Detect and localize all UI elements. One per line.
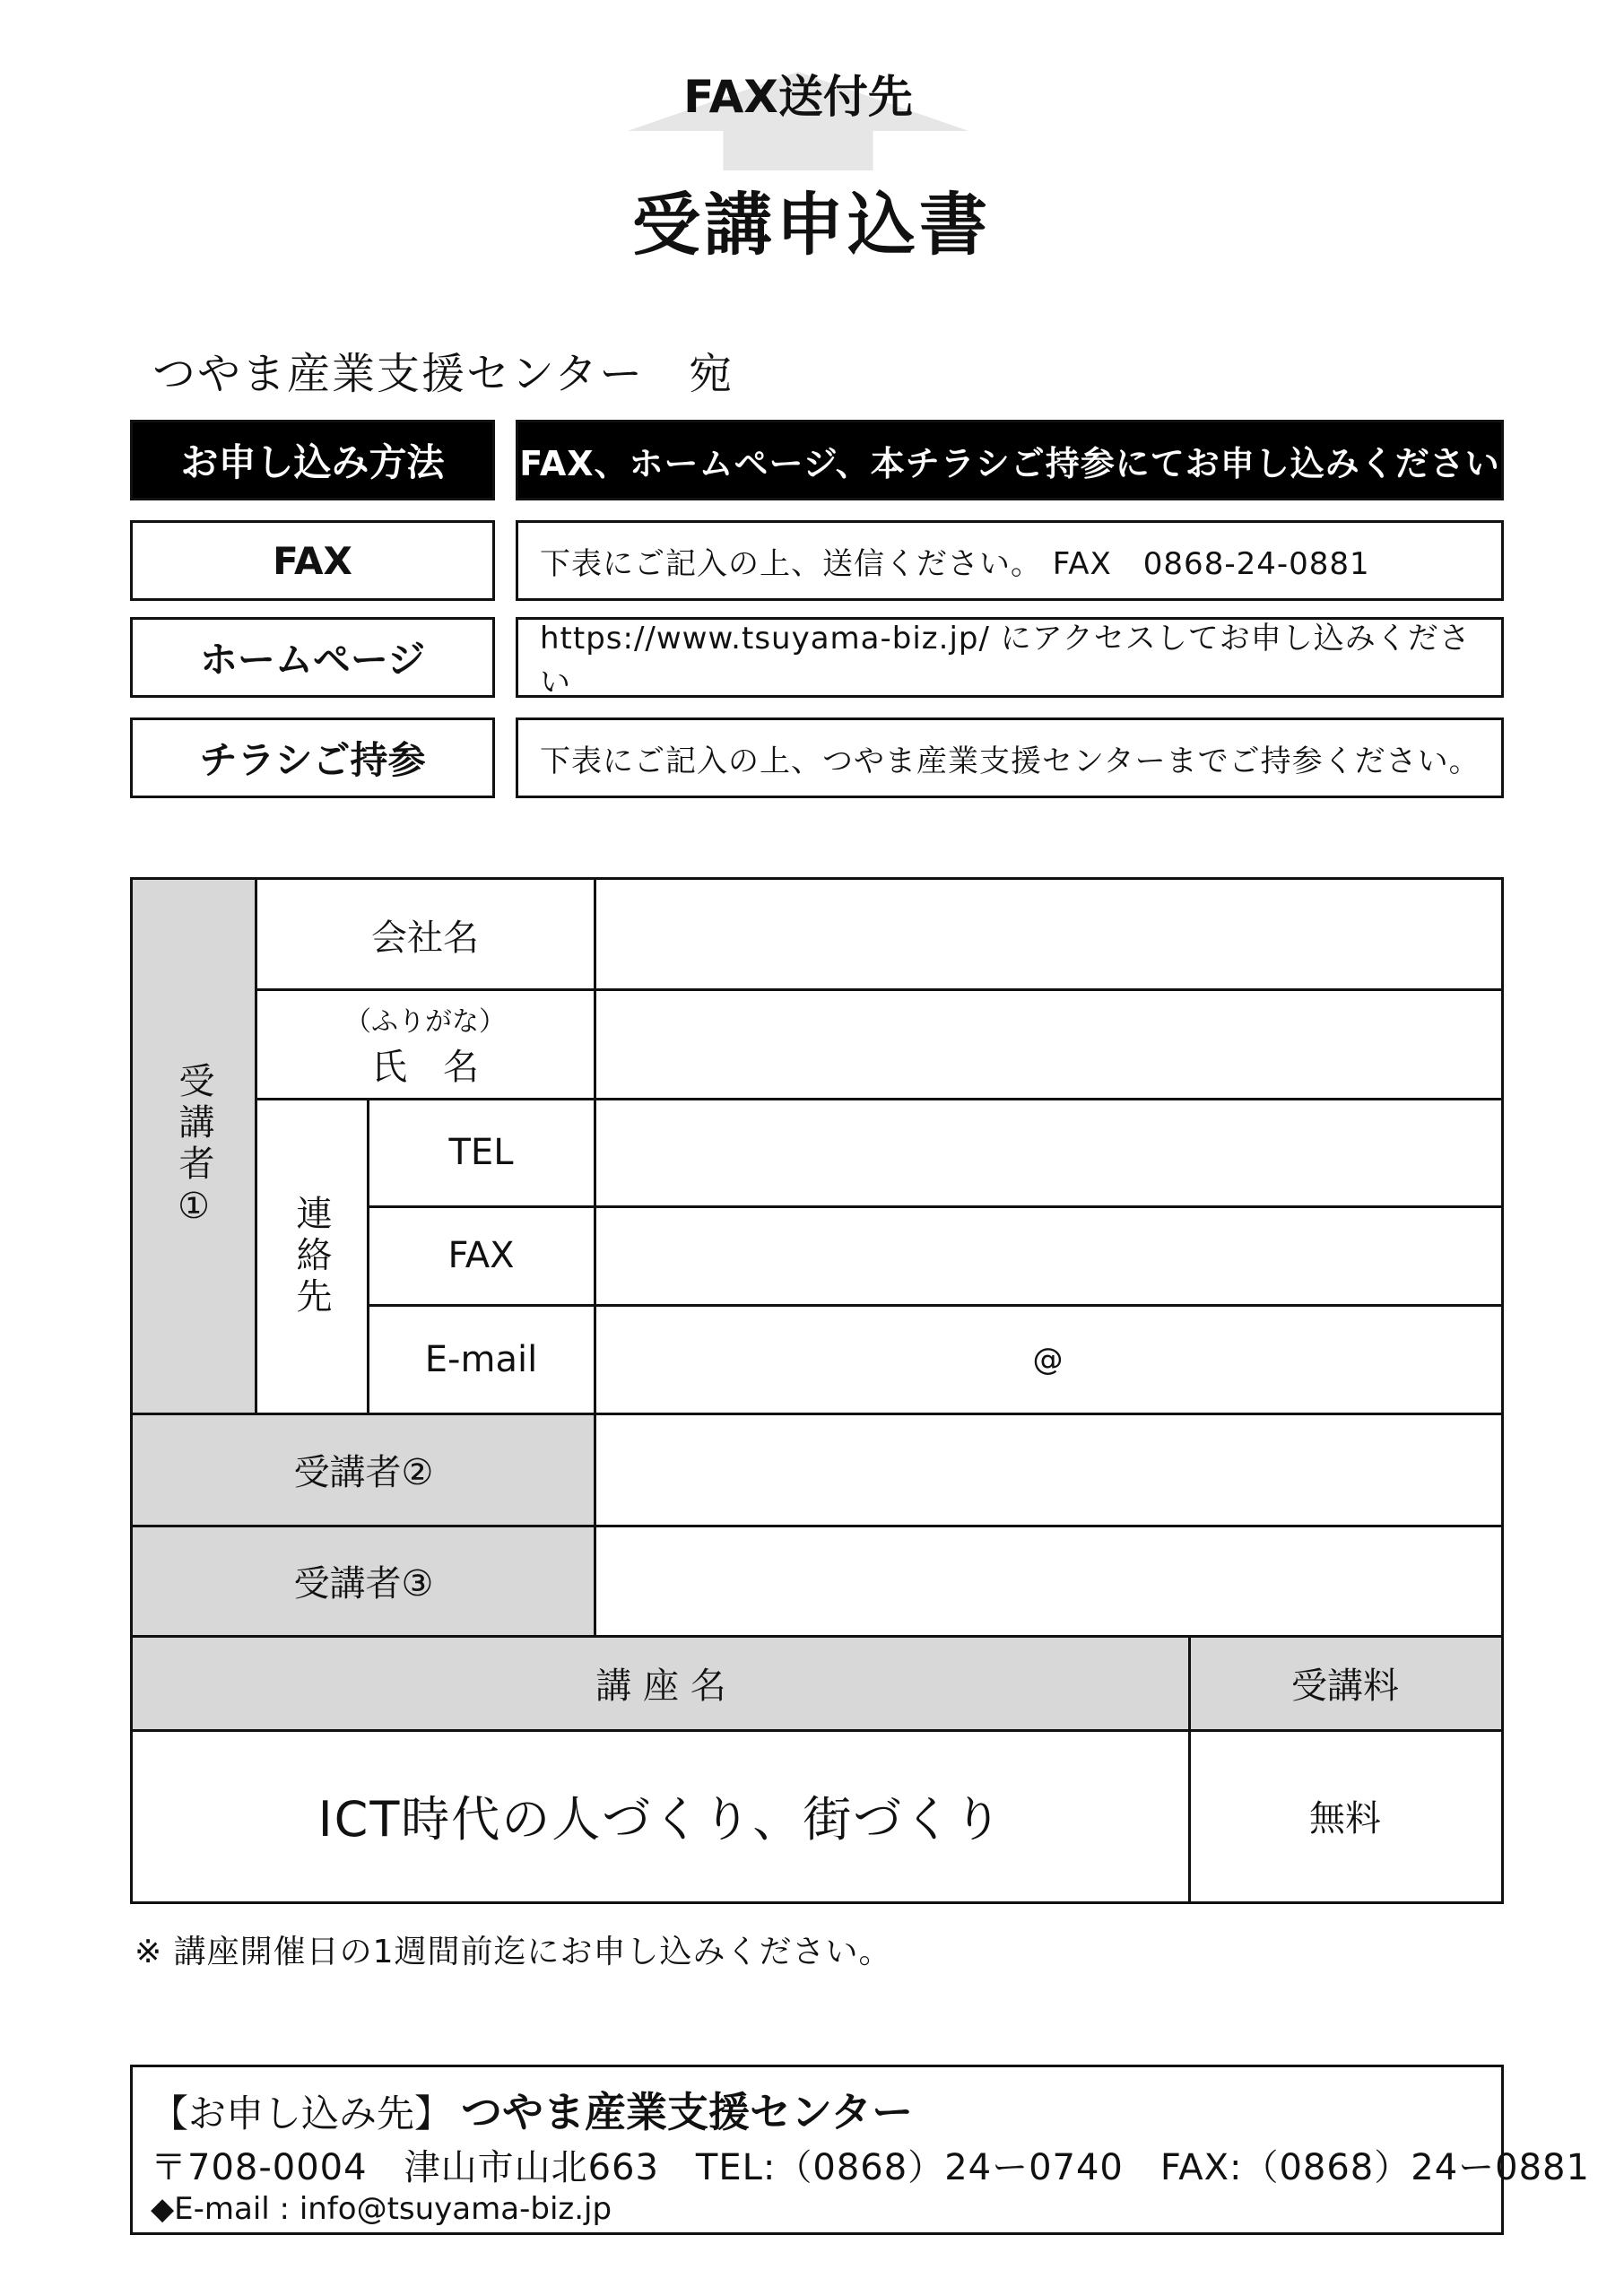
attendee3-label-cell [133, 1526, 595, 1636]
course-name-cell [133, 1730, 1189, 1901]
method-value-homepage[interactable]: https://www.tsuyama-biz.jp/ にアクセスしてお申し込みください [516, 617, 1504, 698]
recipient-line: つやま産業支援センター 宛 [152, 349, 734, 399]
grid-line [368, 1304, 1501, 1307]
fee-value: 無料 [1309, 1798, 1381, 1839]
tel-label: TEL [448, 1132, 514, 1173]
method-row-homepage [130, 617, 1504, 698]
fee-header-cell [1189, 1636, 1501, 1730]
grid-line [133, 1525, 1501, 1527]
email-line[interactable]: ◆E-mail : info@tsuyama-biz.jp [151, 2191, 612, 2227]
email-label-cell [368, 1305, 595, 1413]
name-label: 氏名 [371, 1046, 515, 1088]
method-label-homepage: ホームページ [130, 617, 495, 698]
method-label-fax: FAX [130, 520, 495, 601]
grid-line [256, 988, 1501, 991]
company-field[interactable] [595, 880, 1501, 989]
grid-line [594, 880, 596, 1636]
tel-field[interactable] [595, 1099, 1501, 1206]
attendee3-field[interactable] [595, 1526, 1501, 1636]
grid-line [368, 1205, 1501, 1208]
address-line: 〒708-0004 津山市山北663 TEL:（0868）24ー0740 FAX:（0868）24ー0881 [151, 2147, 1590, 2188]
method-heading-value: FAX、ホームページ、本チラシご持参にてお申し込みください [516, 420, 1504, 500]
attendee2-label: 受講者② [293, 1452, 434, 1493]
name-field[interactable] [595, 989, 1501, 1099]
company-label-cell [256, 880, 595, 989]
method-value-flyer: 下表にご記入の上、つやま産業支援センターまでご持参ください。 [516, 718, 1504, 798]
attendee3-label: 受講者③ [293, 1563, 434, 1605]
course-name: ICT時代の人づくり、街づくり [317, 1791, 1004, 1848]
fax-destination-label: FAX送付先 [683, 71, 913, 123]
attendee2-field[interactable] [595, 1413, 1501, 1526]
tel-label-cell [368, 1099, 595, 1206]
attendee1-label-cell [133, 880, 256, 1413]
contact-label: 連絡先 [291, 1194, 332, 1318]
attendee2-label-cell [133, 1413, 595, 1526]
method-value-fax: 下表にご記入の上、送信ください。 FAX 0868-24-0881 [516, 520, 1504, 601]
deadline-note: ※ 講座開催日の1週間前迄にお申し込みください。 [135, 1934, 892, 1970]
fax-field[interactable] [595, 1206, 1501, 1305]
course-header-cell [133, 1636, 1189, 1730]
grid-line [255, 880, 257, 1413]
grid-line [1188, 1636, 1191, 1901]
application-form-table [130, 877, 1504, 1904]
contact-label-cell [256, 1099, 368, 1413]
method-heading-label: お申し込み方法 [130, 420, 495, 500]
company-label: 会社名 [371, 917, 479, 959]
grid-line [367, 1099, 369, 1413]
contact-heading [151, 2080, 913, 2139]
method-row-fax [130, 520, 1504, 601]
grid-line [133, 1413, 1501, 1415]
contact-box [130, 2065, 1590, 2235]
email-field[interactable] [595, 1305, 1501, 1413]
page-title: 受講申込書 [632, 185, 991, 265]
apply-to-label: 【お申し込み先】 [151, 2092, 453, 2135]
furigana-label: （ふりがな） [344, 1005, 506, 1038]
name-label-cell [256, 989, 595, 1099]
fax-label: FAX [447, 1235, 515, 1276]
fax-label-cell [368, 1206, 595, 1305]
grid-line [256, 1098, 1501, 1100]
attendee1-label: 受講者① [173, 1061, 214, 1232]
method-heading-row [130, 420, 1504, 500]
course-header: 講 座 名 [595, 1665, 726, 1707]
org-name: つやま産業支援センター [461, 2088, 914, 2136]
email-label: E-mail [424, 1338, 538, 1380]
method-row-flyer [130, 718, 1504, 798]
method-label-flyer: チラシご持参 [130, 718, 495, 798]
fee-header: 受講料 [1291, 1665, 1399, 1707]
grid-line [133, 1635, 1501, 1638]
fee-value-cell [1189, 1730, 1501, 1901]
grid-line [133, 1729, 1501, 1732]
email-at-sign: @ [1032, 1341, 1064, 1378]
